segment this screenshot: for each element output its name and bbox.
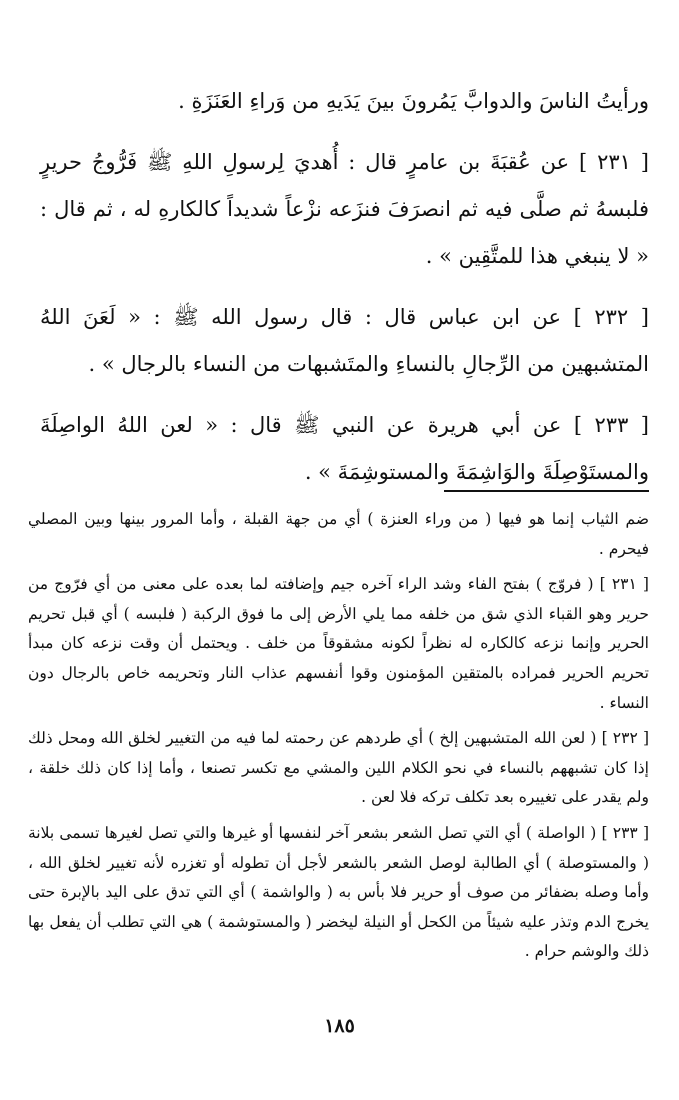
note-paragraph-continuation: ضم الثياب إنما هو فيها ( من وراء العنزة ) أي من جهة القبلة ، وأما المرور بينها وبين المصلي فيحرم .	[28, 510, 649, 558]
commentary-notes	[28, 505, 649, 967]
hadith-paragraph-232: [ ٢٣٢ ] عن ابن عباس قال : قال رسول الله ﷺ : « لَعَنَ اللهُ المتشبهين من الرِّجالِ بالنساءِ والمتَشبهات من النساء بالرجال » .	[40, 305, 649, 376]
hadith-text	[40, 78, 649, 496]
footnote-divider	[444, 490, 649, 492]
note-paragraph-231: [ ٢٣١ ] ( فروّج ) بفتح الفاء وشد الراء آخره جيم وإضافته لما بعده على معنى من أي فرّوج من حرير وهو القباء الذي شق من خلفه مما يلي الأرض إلى ما فوق الركبة ( فلبسه ) أي قبل تحريم الحرير وإنما نزعه كالكاره له نظراً لكونه مشقوقاً من خلف . ويحتمل أن وقت نزعه كان مبدأ تحريم الحرير فمراده بالمتقين المؤمنون وقوا أنفسهم عذاب النار وتحريمه خاص بالرجال دون النساء .	[28, 575, 649, 712]
note-paragraph-232: [ ٢٣٢ ] ( لعن الله المتشبهين إلخ ) أي طردهم عن رحمته لما فيه من التغيير لخلق الله ومحل ذلك إذا كان تشبههم بالنساء في نحو الكلام اللين والمشي مع تكسر تصنعا ، وأما إذا كان ذلك خلقة ، ولم يقدر على تغييره بعد تكلف تركه فلا لعن .	[28, 729, 649, 807]
note-paragraph-233: [ ٢٣٣ ] ( الواصلة ) أي التي تصل الشعر بشعر آخر لنفسها أو غيرها والتي تصل لغيرها تسمى بلانة ( والمستوصلة ) أي الطالبة لوصل الشعر بالشعر لأجل أن تطوله أو تغزره لأنه تغيير لخلق الله ، وأما وصله بضفائر من صوف أو حرير فلا بأس به ( والواشمة ) أي التي تدق على اليد بالإبرة حتى يخرج الدم وتذر عليه شيئاً من الكحل أو النيلة ليخضر ( والمستوشمة ) هي التي تطلب أن يفعل بها ذلك والوشم حرام .	[28, 823, 649, 961]
hadith-paragraph-continuation: ورأيتُ الناسَ والدوابَّ يَمُرونَ بينَ يَدَيهِ من وَراءِ العَنَزَةِ .	[178, 89, 649, 113]
hadith-paragraph-231: [ ٢٣١ ] عن عُقبَةَ بن عامرٍ قال : أُهديَ لِرسولِ اللهِ ﷺ فَرُّوجُ حريرٍ فلبسهُ ثم صلَّى فيه ثم انصرَفَ فنزَعه نزْعاً شديداً كالكارهِ له ، ثم قال : « لا ينبغي هذا للمتَّقِين » .	[40, 150, 649, 268]
page-number: ١٨٥	[324, 1015, 355, 1037]
hadith-paragraph-233: [ ٢٣٣ ] عن أبي هريرة عن النبي ﷺ قال : « لعن اللهُ الواصِلَةَ والمستَوْصِلَةَ والوَاشِمَةَ والمستوشِمَةَ » .	[40, 413, 649, 484]
